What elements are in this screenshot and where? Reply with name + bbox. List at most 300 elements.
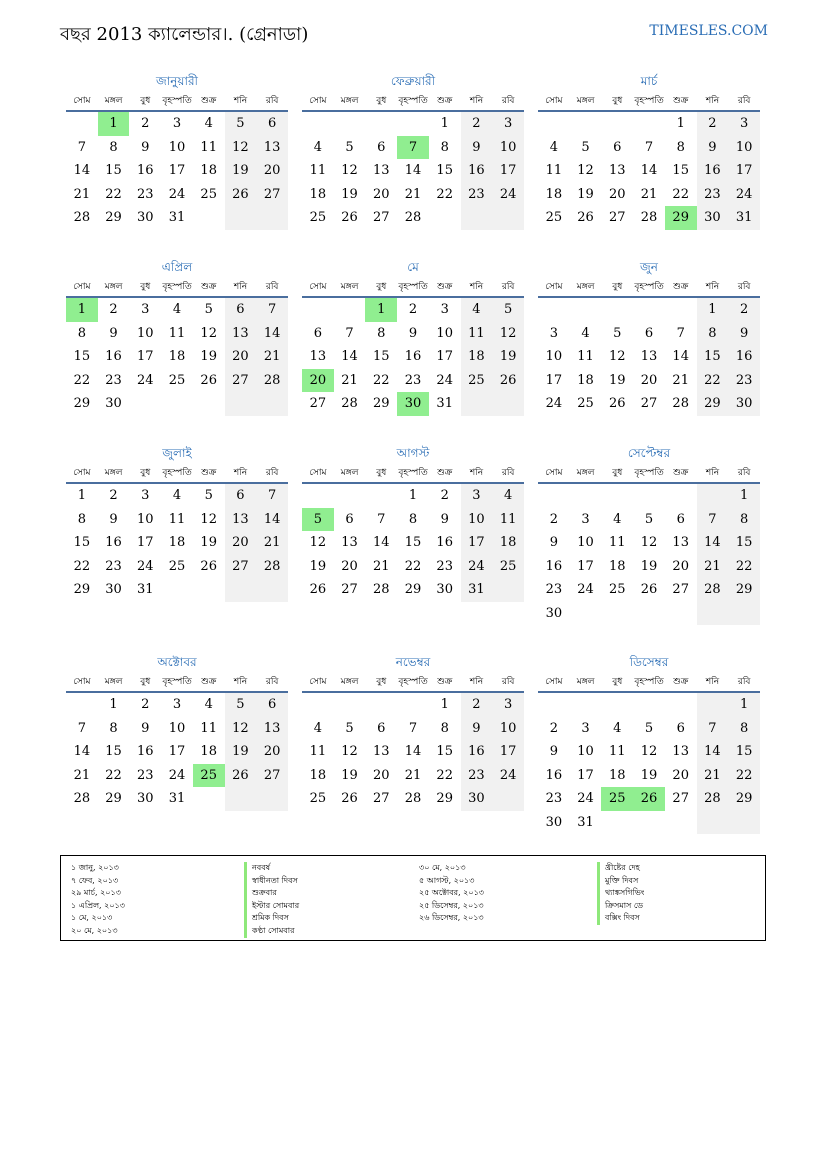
day-cell[interactable]: 28 bbox=[697, 787, 729, 811]
day-cell[interactable]: 28 bbox=[404, 210, 422, 225]
day-cell[interactable]: 27 bbox=[373, 791, 390, 806]
day-cell[interactable]: 20 bbox=[341, 558, 358, 574]
day-cell[interactable]: 20 bbox=[672, 767, 689, 783]
day-cell[interactable]: 4 bbox=[581, 325, 590, 341]
day-cell[interactable]: 28 bbox=[640, 210, 658, 225]
day-cell[interactable]: 14 bbox=[373, 535, 390, 550]
day-cell[interactable]: 13 bbox=[341, 535, 358, 550]
day-cell[interactable]: 7 bbox=[697, 717, 729, 741]
day-cell[interactable]: 1 bbox=[728, 693, 760, 717]
day-cell[interactable]: 22 bbox=[728, 764, 760, 788]
day-cell[interactable]: 28 bbox=[341, 396, 358, 411]
day-cell[interactable]: 24 bbox=[137, 372, 154, 388]
day-cell[interactable]: 8 bbox=[109, 139, 118, 155]
day-cell[interactable]: 10 bbox=[728, 136, 760, 160]
day-cell[interactable]: 12 bbox=[640, 535, 658, 550]
day-cell[interactable]: 9 bbox=[697, 136, 729, 160]
day-cell[interactable]: 23 bbox=[545, 791, 563, 806]
day-cell[interactable]: 20 bbox=[373, 767, 390, 783]
day-cell[interactable]: 1 bbox=[697, 298, 729, 322]
day-cell[interactable]: 15 bbox=[728, 740, 760, 764]
day-cell[interactable]: 2 bbox=[408, 302, 418, 317]
day-cell[interactable]: 17 bbox=[436, 349, 453, 364]
day-cell[interactable]: 24 bbox=[545, 396, 563, 411]
day-cell[interactable]: 11 bbox=[461, 322, 493, 346]
day-cell[interactable]: 16 bbox=[137, 744, 154, 759]
day-cell[interactable]: 3 bbox=[440, 302, 449, 317]
day-cell[interactable]: 15 bbox=[73, 349, 91, 364]
day-cell[interactable]: 2 bbox=[109, 302, 118, 317]
day-cell[interactable]: 8 bbox=[728, 508, 760, 532]
day-cell[interactable]: 17 bbox=[577, 767, 594, 783]
day-cell[interactable]: 20 bbox=[302, 369, 334, 393]
day-cell[interactable]: 21 bbox=[373, 558, 390, 574]
day-cell[interactable]: 31 bbox=[168, 791, 186, 806]
day-cell[interactable]: 24 bbox=[137, 558, 154, 574]
day-cell[interactable]: 12 bbox=[200, 511, 217, 527]
day-cell[interactable]: 18 bbox=[200, 744, 217, 759]
day-cell[interactable]: 16 bbox=[545, 767, 563, 783]
day-cell[interactable]: 20 bbox=[256, 159, 288, 183]
day-cell[interactable]: 4 bbox=[172, 488, 182, 503]
day-cell[interactable]: 29 bbox=[728, 787, 760, 811]
day-cell[interactable]: 6 bbox=[345, 511, 354, 527]
day-cell[interactable]: 8 bbox=[440, 139, 449, 155]
day-cell[interactable]: 7 bbox=[77, 720, 86, 736]
day-cell[interactable]: 11 bbox=[577, 349, 594, 364]
day-cell[interactable]: 10 bbox=[137, 325, 154, 341]
day-cell[interactable]: 8 bbox=[408, 511, 418, 527]
day-cell[interactable]: 15 bbox=[404, 535, 422, 550]
day-cell[interactable]: 13 bbox=[373, 744, 390, 759]
day-cell[interactable]: 16 bbox=[105, 349, 122, 364]
day-cell[interactable]: 2 bbox=[440, 488, 449, 503]
day-cell[interactable]: 26 bbox=[609, 396, 626, 411]
day-cell[interactable]: 21 bbox=[404, 186, 422, 202]
day-cell[interactable]: 4 bbox=[313, 139, 322, 155]
day-cell[interactable]: 29 bbox=[105, 210, 122, 225]
day-cell[interactable]: 17 bbox=[545, 372, 563, 388]
day-cell[interactable]: 7 bbox=[377, 511, 386, 527]
day-cell[interactable]: 23 bbox=[137, 767, 154, 783]
day-cell[interactable]: 4 bbox=[313, 720, 322, 736]
day-cell[interactable]: 24 bbox=[577, 791, 594, 806]
day-cell[interactable]: 16 bbox=[545, 558, 563, 574]
day-cell[interactable]: 15 bbox=[73, 535, 91, 550]
day-cell[interactable]: 27 bbox=[225, 369, 257, 393]
day-cell[interactable]: 24 bbox=[728, 183, 760, 207]
day-cell[interactable]: 6 bbox=[377, 139, 386, 155]
day-cell[interactable]: 3 bbox=[172, 697, 182, 712]
day-cell[interactable]: 28 bbox=[73, 791, 91, 806]
day-cell[interactable]: 11 bbox=[309, 744, 327, 759]
day-cell[interactable]: 10 bbox=[168, 139, 186, 155]
day-cell[interactable]: 22 bbox=[73, 558, 91, 574]
day-cell[interactable]: 30 bbox=[545, 605, 563, 621]
day-cell[interactable]: 8 bbox=[676, 139, 685, 155]
day-cell[interactable]: 3 bbox=[141, 302, 150, 317]
day-cell[interactable]: 12 bbox=[492, 322, 524, 346]
day-cell[interactable]: 7 bbox=[408, 720, 418, 736]
day-cell[interactable]: 16 bbox=[461, 159, 493, 183]
day-cell[interactable]: 10 bbox=[461, 508, 493, 532]
day-cell[interactable]: 28 bbox=[256, 369, 288, 393]
day-cell[interactable]: 29 bbox=[73, 582, 91, 597]
day-cell[interactable]: 18 bbox=[609, 558, 626, 574]
day-cell[interactable]: 7 bbox=[77, 139, 86, 155]
day-cell[interactable]: 21 bbox=[341, 372, 358, 388]
day-cell[interactable]: 28 bbox=[697, 578, 729, 602]
day-cell[interactable]: 29 bbox=[728, 578, 760, 602]
day-cell[interactable]: 1 bbox=[77, 488, 86, 503]
day-cell[interactable]: 16 bbox=[697, 159, 729, 183]
day-cell[interactable]: 16 bbox=[404, 349, 422, 364]
day-cell[interactable]: 19 bbox=[200, 349, 217, 364]
day-cell[interactable]: 13 bbox=[225, 322, 257, 346]
day-cell[interactable]: 2 bbox=[461, 112, 493, 136]
day-cell[interactable]: 19 bbox=[225, 740, 257, 764]
day-cell[interactable]: 23 bbox=[436, 558, 453, 574]
day-cell[interactable]: 30 bbox=[436, 582, 453, 597]
day-cell[interactable]: 4 bbox=[461, 298, 493, 322]
day-cell[interactable]: 1 bbox=[98, 112, 130, 136]
day-cell[interactable]: 6 bbox=[644, 325, 654, 341]
day-cell[interactable]: 6 bbox=[313, 325, 322, 341]
day-cell[interactable]: 18 bbox=[168, 349, 186, 364]
day-cell[interactable]: 14 bbox=[672, 349, 689, 364]
day-cell[interactable]: 11 bbox=[609, 535, 626, 550]
day-cell[interactable]: 29 bbox=[404, 582, 422, 597]
day-cell[interactable]: 17 bbox=[492, 159, 524, 183]
day-cell[interactable]: 19 bbox=[200, 535, 217, 550]
day-cell[interactable]: 11 bbox=[168, 325, 186, 341]
day-cell[interactable]: 14 bbox=[256, 322, 288, 346]
site-name[interactable]: TIMESLES.COM bbox=[649, 23, 768, 39]
day-cell[interactable]: 23 bbox=[404, 372, 422, 388]
day-cell[interactable]: 10 bbox=[577, 744, 594, 759]
day-cell[interactable]: 15 bbox=[697, 345, 729, 369]
day-cell[interactable]: 25 bbox=[577, 396, 594, 411]
day-cell[interactable]: 5 bbox=[492, 298, 524, 322]
day-cell[interactable]: 11 bbox=[200, 139, 217, 155]
day-cell[interactable]: 4 bbox=[613, 720, 622, 736]
day-cell[interactable]: 27 bbox=[225, 555, 257, 579]
day-cell[interactable]: 30 bbox=[697, 206, 729, 230]
day-cell[interactable]: 1 bbox=[676, 116, 685, 131]
day-cell[interactable]: 26 bbox=[225, 183, 257, 207]
day-cell[interactable]: 15 bbox=[728, 531, 760, 555]
day-cell[interactable]: 2 bbox=[141, 697, 150, 712]
day-cell[interactable]: 7 bbox=[676, 325, 685, 341]
day-cell[interactable]: 25 bbox=[168, 372, 186, 388]
day-cell[interactable]: 4 bbox=[492, 484, 524, 508]
day-cell[interactable]: 7 bbox=[256, 484, 288, 508]
day-cell[interactable]: 18 bbox=[200, 163, 217, 178]
day-cell[interactable]: 8 bbox=[440, 720, 449, 736]
day-cell[interactable]: 8 bbox=[728, 717, 760, 741]
day-cell[interactable]: 15 bbox=[105, 163, 122, 178]
day-cell[interactable]: 25 bbox=[609, 582, 626, 597]
day-cell[interactable]: 3 bbox=[141, 488, 150, 503]
day-cell[interactable]: 9 bbox=[141, 139, 150, 155]
day-cell[interactable]: 3 bbox=[728, 112, 760, 136]
day-cell[interactable]: 18 bbox=[168, 535, 186, 550]
day-cell[interactable]: 11 bbox=[545, 163, 563, 178]
day-cell[interactable]: 21 bbox=[697, 764, 729, 788]
day-cell[interactable]: 30 bbox=[397, 392, 429, 416]
day-cell[interactable]: 4 bbox=[204, 116, 213, 131]
day-cell[interactable]: 17 bbox=[728, 159, 760, 183]
day-cell[interactable]: 6 bbox=[225, 298, 257, 322]
day-cell[interactable]: 19 bbox=[577, 186, 594, 202]
day-cell[interactable]: 23 bbox=[105, 372, 122, 388]
day-cell[interactable]: 19 bbox=[492, 345, 524, 369]
day-cell[interactable]: 24 bbox=[492, 764, 524, 788]
day-cell[interactable]: 9 bbox=[440, 511, 449, 527]
day-cell[interactable]: 28 bbox=[404, 791, 422, 806]
day-cell[interactable]: 27 bbox=[341, 582, 358, 597]
day-cell[interactable]: 22 bbox=[105, 767, 122, 783]
day-cell[interactable]: 25 bbox=[545, 210, 563, 225]
day-cell[interactable]: 7 bbox=[697, 508, 729, 532]
day-cell[interactable]: 27 bbox=[609, 210, 626, 225]
day-cell[interactable]: 12 bbox=[225, 136, 257, 160]
day-cell[interactable]: 17 bbox=[137, 349, 154, 364]
day-cell[interactable]: 22 bbox=[728, 555, 760, 579]
day-cell[interactable]: 19 bbox=[341, 186, 358, 202]
day-cell[interactable]: 4 bbox=[172, 302, 182, 317]
day-cell[interactable]: 12 bbox=[341, 163, 358, 178]
day-cell[interactable]: 8 bbox=[697, 322, 729, 346]
day-cell[interactable]: 7 bbox=[397, 136, 429, 160]
day-cell[interactable]: 11 bbox=[309, 163, 327, 178]
day-cell[interactable]: 18 bbox=[309, 767, 327, 783]
day-cell[interactable]: 5 bbox=[345, 720, 354, 736]
day-cell[interactable]: 9 bbox=[461, 717, 493, 741]
day-cell[interactable]: 31 bbox=[137, 582, 154, 597]
day-cell[interactable]: 30 bbox=[461, 787, 493, 811]
day-cell[interactable]: 14 bbox=[73, 744, 91, 759]
day-cell[interactable]: 19 bbox=[609, 372, 626, 388]
day-cell[interactable]: 1 bbox=[109, 697, 118, 712]
day-cell[interactable]: 13 bbox=[225, 508, 257, 532]
day-cell[interactable]: 7 bbox=[644, 139, 654, 155]
day-cell[interactable]: 16 bbox=[105, 535, 122, 550]
day-cell[interactable]: 1 bbox=[66, 298, 98, 322]
day-cell[interactable]: 25 bbox=[309, 791, 327, 806]
day-cell[interactable]: 23 bbox=[105, 558, 122, 574]
day-cell[interactable]: 7 bbox=[256, 298, 288, 322]
day-cell[interactable]: 2 bbox=[549, 511, 558, 527]
day-cell[interactable]: 26 bbox=[225, 764, 257, 788]
day-cell[interactable]: 29 bbox=[73, 396, 91, 411]
day-cell[interactable]: 27 bbox=[672, 791, 689, 806]
day-cell[interactable]: 27 bbox=[373, 210, 390, 225]
day-cell[interactable]: 24 bbox=[436, 372, 453, 388]
day-cell[interactable]: 24 bbox=[577, 582, 594, 597]
day-cell[interactable]: 28 bbox=[672, 396, 689, 411]
day-cell[interactable]: 2 bbox=[728, 298, 760, 322]
day-cell[interactable]: 27 bbox=[309, 396, 327, 411]
day-cell[interactable]: 25 bbox=[200, 186, 217, 202]
day-cell[interactable]: 21 bbox=[640, 186, 658, 202]
day-cell[interactable]: 14 bbox=[697, 531, 729, 555]
day-cell[interactable]: 9 bbox=[728, 322, 760, 346]
day-cell[interactable]: 20 bbox=[373, 186, 390, 202]
day-cell[interactable]: 18 bbox=[461, 345, 493, 369]
day-cell[interactable]: 26 bbox=[309, 582, 327, 597]
day-cell[interactable]: 10 bbox=[492, 136, 524, 160]
day-cell[interactable]: 30 bbox=[137, 210, 154, 225]
day-cell[interactable]: 14 bbox=[256, 508, 288, 532]
day-cell[interactable]: 26 bbox=[200, 558, 217, 574]
day-cell[interactable]: 25 bbox=[601, 787, 633, 811]
day-cell[interactable]: 12 bbox=[341, 744, 358, 759]
day-cell[interactable]: 3 bbox=[549, 325, 558, 341]
day-cell[interactable]: 31 bbox=[728, 206, 760, 230]
day-cell[interactable]: 12 bbox=[309, 535, 327, 550]
day-cell[interactable]: 22 bbox=[73, 372, 91, 388]
day-cell[interactable]: 10 bbox=[577, 535, 594, 550]
day-cell[interactable]: 19 bbox=[309, 558, 327, 574]
day-cell[interactable]: 29 bbox=[436, 791, 453, 806]
day-cell[interactable]: 22 bbox=[436, 767, 453, 783]
day-cell[interactable]: 4 bbox=[204, 697, 213, 712]
day-cell[interactable]: 29 bbox=[105, 791, 122, 806]
day-cell[interactable]: 6 bbox=[256, 693, 288, 717]
day-cell[interactable]: 5 bbox=[225, 693, 257, 717]
day-cell[interactable]: 13 bbox=[640, 349, 658, 364]
day-cell[interactable]: 28 bbox=[73, 210, 91, 225]
day-cell[interactable]: 20 bbox=[256, 740, 288, 764]
day-cell[interactable]: 5 bbox=[581, 139, 590, 155]
day-cell[interactable]: 15 bbox=[373, 349, 390, 364]
day-cell[interactable]: 25 bbox=[168, 558, 186, 574]
day-cell[interactable]: 13 bbox=[309, 349, 327, 364]
day-cell[interactable]: 12 bbox=[577, 163, 594, 178]
day-cell[interactable]: 10 bbox=[168, 720, 186, 736]
day-cell[interactable]: 26 bbox=[341, 210, 358, 225]
day-cell[interactable]: 24 bbox=[461, 555, 493, 579]
day-cell[interactable]: 6 bbox=[225, 484, 257, 508]
day-cell[interactable]: 1 bbox=[440, 697, 449, 712]
day-cell[interactable]: 16 bbox=[728, 345, 760, 369]
day-cell[interactable]: 9 bbox=[549, 535, 558, 550]
day-cell[interactable]: 14 bbox=[697, 740, 729, 764]
day-cell[interactable]: 26 bbox=[341, 791, 358, 806]
day-cell[interactable]: 8 bbox=[109, 720, 118, 736]
day-cell[interactable]: 30 bbox=[545, 814, 563, 830]
day-cell[interactable]: 10 bbox=[492, 717, 524, 741]
day-cell[interactable]: 6 bbox=[256, 112, 288, 136]
day-cell[interactable]: 19 bbox=[640, 558, 658, 574]
day-cell[interactable]: 14 bbox=[640, 163, 658, 178]
day-cell[interactable]: 25 bbox=[492, 555, 524, 579]
day-cell[interactable]: 13 bbox=[256, 136, 288, 160]
day-cell[interactable]: 18 bbox=[309, 186, 327, 202]
day-cell[interactable]: 22 bbox=[404, 558, 422, 574]
day-cell[interactable]: 3 bbox=[492, 693, 524, 717]
day-cell[interactable]: 17 bbox=[137, 535, 154, 550]
day-cell[interactable]: 21 bbox=[404, 767, 422, 783]
day-cell[interactable]: 18 bbox=[492, 531, 524, 555]
day-cell[interactable]: 23 bbox=[461, 183, 493, 207]
day-cell[interactable]: 14 bbox=[341, 349, 358, 364]
day-cell[interactable]: 31 bbox=[436, 396, 453, 411]
day-cell[interactable]: 11 bbox=[168, 511, 186, 527]
day-cell[interactable]: 6 bbox=[377, 720, 386, 736]
day-cell[interactable]: 25 bbox=[461, 369, 493, 393]
day-cell[interactable]: 21 bbox=[256, 531, 288, 555]
day-cell[interactable]: 1 bbox=[440, 116, 449, 131]
day-cell[interactable]: 15 bbox=[672, 163, 689, 178]
day-cell[interactable]: 23 bbox=[461, 764, 493, 788]
day-cell[interactable]: 4 bbox=[613, 511, 622, 527]
day-cell[interactable]: 5 bbox=[613, 325, 622, 341]
day-cell[interactable]: 9 bbox=[109, 325, 118, 341]
day-cell[interactable]: 25 bbox=[193, 764, 225, 788]
day-cell[interactable]: 13 bbox=[672, 744, 689, 759]
day-cell[interactable]: 17 bbox=[461, 531, 493, 555]
day-cell[interactable]: 21 bbox=[256, 345, 288, 369]
day-cell[interactable]: 5 bbox=[644, 720, 654, 736]
day-cell[interactable]: 17 bbox=[168, 744, 186, 759]
day-cell[interactable]: 30 bbox=[728, 392, 760, 416]
day-cell[interactable]: 24 bbox=[492, 183, 524, 207]
day-cell[interactable]: 14 bbox=[404, 163, 422, 178]
day-cell[interactable]: 5 bbox=[345, 139, 354, 155]
day-cell[interactable]: 30 bbox=[137, 791, 154, 806]
day-cell[interactable]: 25 bbox=[309, 210, 327, 225]
day-cell[interactable]: 10 bbox=[137, 511, 154, 527]
day-cell[interactable]: 2 bbox=[461, 693, 493, 717]
day-cell[interactable]: 3 bbox=[492, 112, 524, 136]
day-cell[interactable]: 31 bbox=[461, 578, 493, 602]
day-cell[interactable]: 23 bbox=[697, 183, 729, 207]
day-cell[interactable]: 20 bbox=[225, 345, 257, 369]
day-cell[interactable]: 9 bbox=[109, 511, 118, 527]
day-cell[interactable]: 2 bbox=[549, 720, 558, 736]
day-cell[interactable]: 9 bbox=[549, 744, 558, 759]
day-cell[interactable]: 13 bbox=[373, 163, 390, 178]
day-cell[interactable]: 29 bbox=[665, 206, 697, 230]
day-cell[interactable]: 11 bbox=[609, 744, 626, 759]
day-cell[interactable]: 11 bbox=[200, 720, 217, 736]
day-cell[interactable]: 27 bbox=[256, 183, 288, 207]
day-cell[interactable]: 13 bbox=[672, 535, 689, 550]
day-cell[interactable]: 27 bbox=[256, 764, 288, 788]
day-cell[interactable]: 27 bbox=[672, 582, 689, 597]
day-cell[interactable]: 26 bbox=[633, 787, 665, 811]
day-cell[interactable]: 8 bbox=[77, 325, 86, 341]
day-cell[interactable]: 22 bbox=[105, 186, 122, 202]
day-cell[interactable]: 3 bbox=[581, 720, 590, 736]
day-cell[interactable]: 21 bbox=[73, 186, 91, 202]
day-cell[interactable]: 19 bbox=[225, 159, 257, 183]
day-cell[interactable]: 17 bbox=[168, 163, 186, 178]
day-cell[interactable]: 30 bbox=[105, 396, 122, 411]
day-cell[interactable]: 22 bbox=[373, 372, 390, 388]
day-cell[interactable]: 15 bbox=[436, 744, 453, 759]
day-cell[interactable]: 19 bbox=[341, 767, 358, 783]
day-cell[interactable]: 16 bbox=[461, 740, 493, 764]
day-cell[interactable]: 20 bbox=[672, 558, 689, 574]
day-cell[interactable]: 15 bbox=[105, 744, 122, 759]
day-cell[interactable]: 16 bbox=[436, 535, 453, 550]
day-cell[interactable]: 23 bbox=[545, 582, 563, 597]
day-cell[interactable]: 29 bbox=[373, 396, 390, 411]
day-cell[interactable]: 5 bbox=[302, 508, 334, 532]
